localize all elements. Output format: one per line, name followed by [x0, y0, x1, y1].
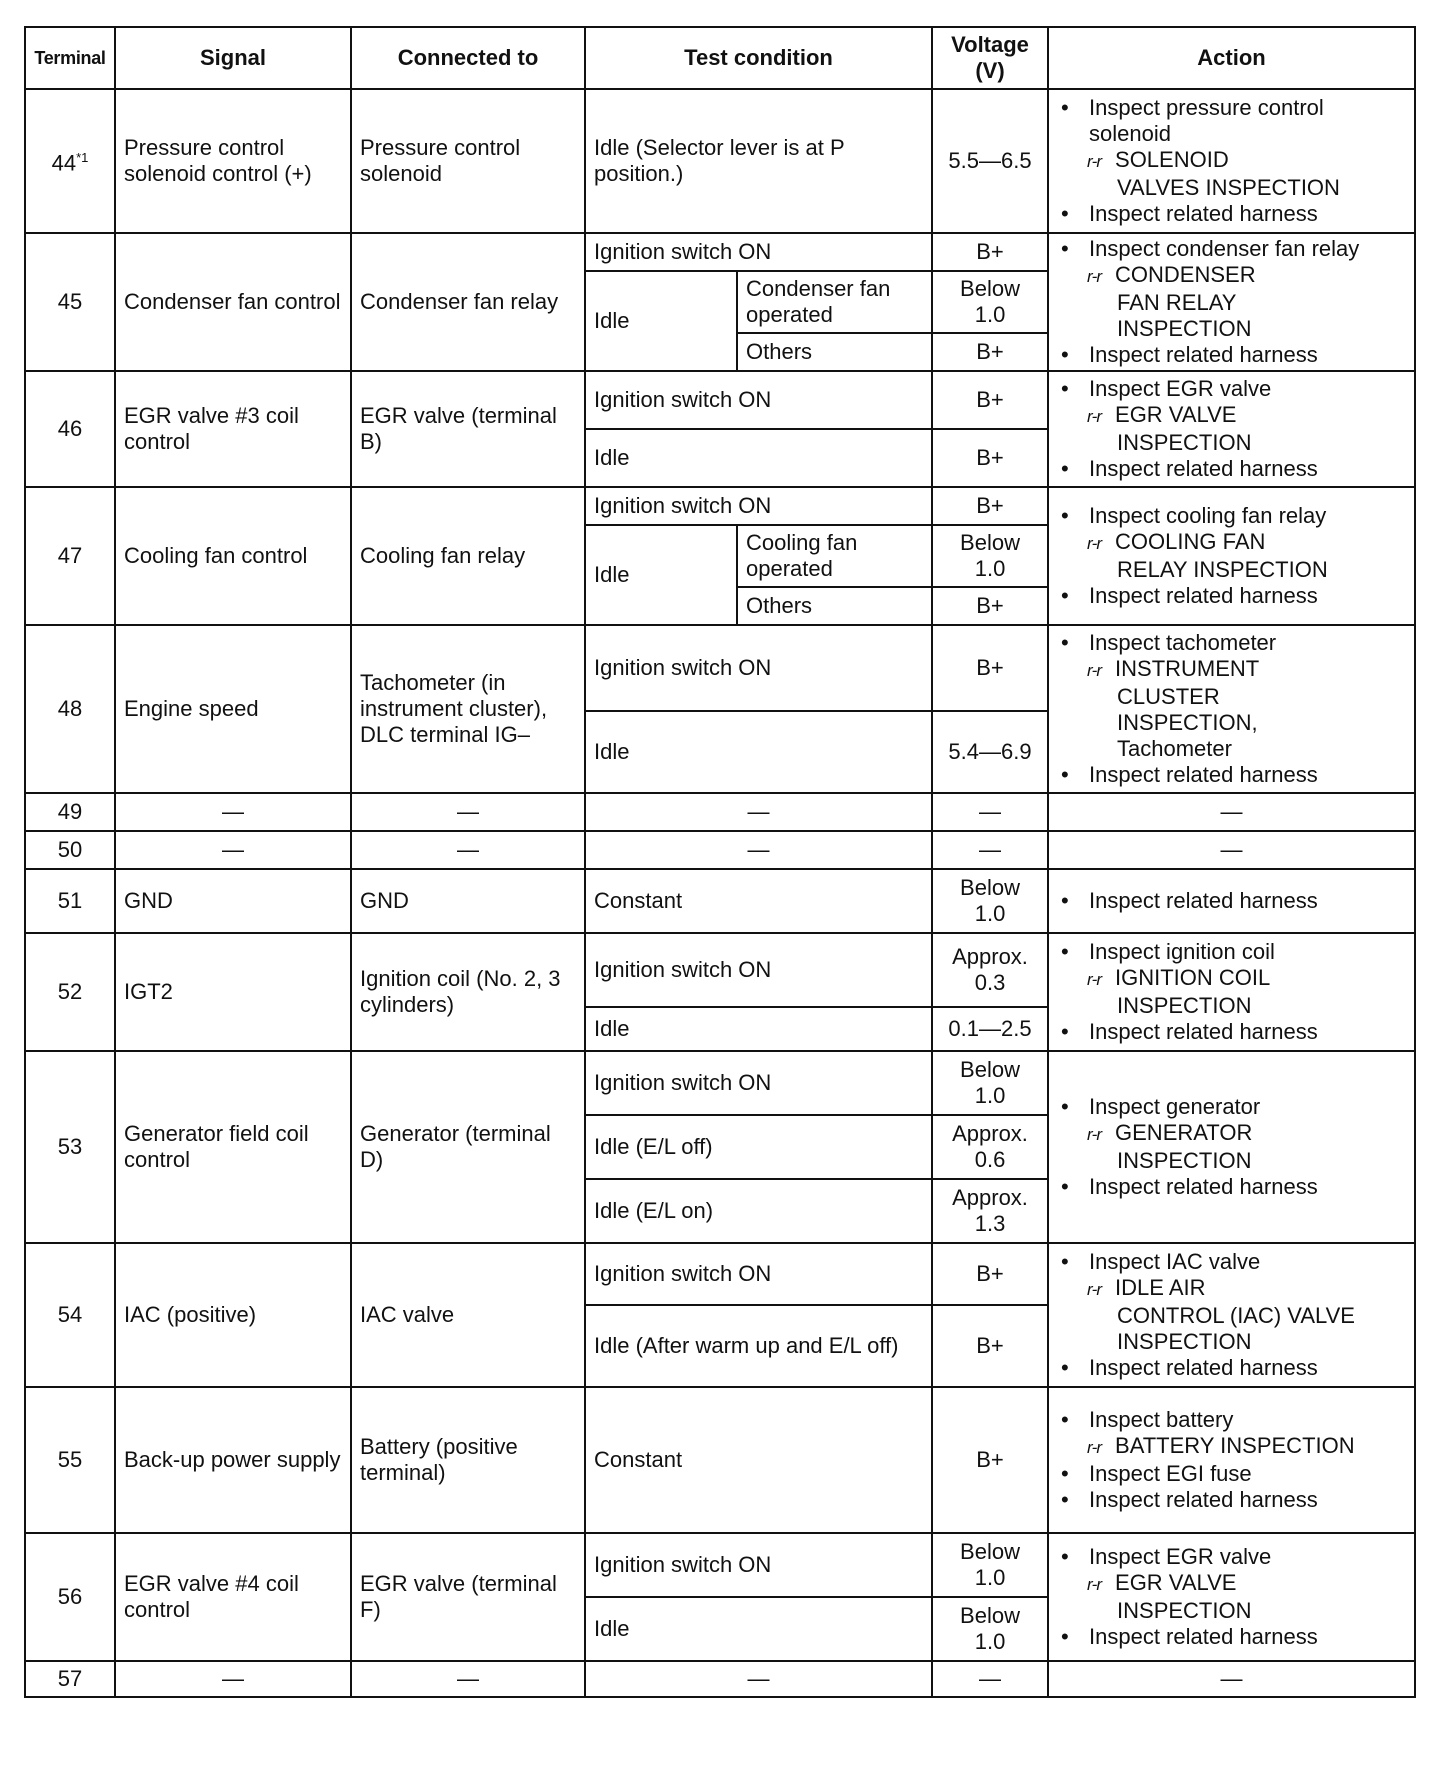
terminal-cell: 51 [25, 869, 115, 933]
reference-link-text: Tachometer [1117, 736, 1232, 761]
table-row [25, 233, 1415, 271]
reference-link-text: FAN RELAY [1117, 290, 1237, 315]
table-row [25, 1661, 1415, 1697]
reference-link-text: RELAY INSPECTION [1117, 557, 1328, 582]
voltage-cell: — [932, 831, 1048, 869]
table-row [25, 1387, 1415, 1533]
table-row [25, 371, 1415, 429]
signal-cell: IGT2 [115, 933, 351, 1051]
reference-link-text: INSPECTION [1117, 993, 1252, 1018]
signal-cell: EGR valve #3 coil control [115, 371, 351, 487]
signal-cell: Back-up power supply [115, 1387, 351, 1533]
action-item: • Inspect related harness [1057, 456, 1408, 482]
connected-cell: Tachometer (in instrument cluster), DLC terminal IG– [351, 625, 585, 793]
action-item: • Inspect related harness [1057, 1174, 1408, 1200]
condition-cell: Idle (E/L on) [585, 1179, 932, 1243]
connected-cell: — [351, 831, 585, 869]
condition-cell: Idle [585, 711, 932, 793]
voltage-cell: B+ [932, 1243, 1048, 1305]
action-item: • Inspect related harness [1057, 1624, 1408, 1650]
reference-link-text: CONTROL (IAC) VALVE [1117, 1303, 1355, 1328]
voltage-cell: B+ [932, 233, 1048, 271]
voltage-cell: Approx. 0.6 [932, 1115, 1048, 1179]
reference-link-text: INSPECTION [1117, 1148, 1252, 1173]
terminal-cell: 46 [25, 371, 115, 487]
header-action: Action [1048, 27, 1415, 89]
condition-cell: Ignition switch ON [585, 933, 932, 1007]
voltage-cell: Below 1.0 [932, 1051, 1048, 1115]
connected-cell: Generator (terminal D) [351, 1051, 585, 1243]
signal-cell: Condenser fan control [115, 233, 351, 371]
action-item: • Inspect EGI fuse [1057, 1461, 1408, 1487]
condition-cell: — [585, 1661, 932, 1697]
condition-cell: Idle [585, 271, 737, 371]
terminal-cell: 57 [25, 1661, 115, 1697]
voltage-cell: Below 1.0 [932, 525, 1048, 587]
signal-cell: IAC (positive) [115, 1243, 351, 1387]
reference-link: r‐r EGR VALVE [1057, 1570, 1408, 1598]
action-cell: — [1048, 793, 1415, 831]
table-row [25, 831, 1415, 869]
condition-cell: — [585, 831, 932, 869]
reference-link-text: CLUSTER [1117, 684, 1220, 709]
condition-cell: Constant [585, 1387, 932, 1533]
reference-arrow-icon: r‐r [1087, 534, 1101, 553]
condition-cell: Ignition switch ON [585, 1243, 932, 1305]
reference-link: r‐r EGR VALVE [1057, 402, 1408, 430]
reference-link-text: INSPECTION [1117, 1598, 1252, 1623]
voltage-cell: Approx. 0.3 [932, 933, 1048, 1007]
reference-arrow-icon: r‐r [1087, 1125, 1101, 1144]
voltage-cell: B+ [932, 371, 1048, 429]
reference-link: r‐r SOLENOID [1057, 147, 1408, 175]
condition-cell: Idle (After warm up and E/L off) [585, 1305, 932, 1387]
reference-link-text: INSPECTION [1117, 1329, 1252, 1354]
condition-cell: Idle (Selector lever is at P position.) [585, 89, 932, 233]
table-header-row [25, 27, 1415, 89]
table-row [25, 793, 1415, 831]
header-test-condition: Test condition [585, 27, 932, 89]
action-item: • Inspect related harness [1057, 583, 1408, 609]
terminal-cell: 47 [25, 487, 115, 625]
condition-cell: — [585, 793, 932, 831]
action-cell: — [1048, 1661, 1415, 1697]
action-cell [1048, 487, 1415, 625]
connected-cell: — [351, 1661, 585, 1697]
terminal-voltage-table [24, 26, 1416, 1698]
condition-cell: Idle [585, 525, 737, 625]
action-item: • Inspect EGR valve [1057, 1544, 1408, 1570]
condition-cell: Ignition switch ON [585, 487, 932, 525]
voltage-cell: B+ [932, 1387, 1048, 1533]
action-item: • Inspect battery [1057, 1407, 1408, 1433]
voltage-cell: B+ [932, 487, 1048, 525]
action-cell [1048, 1533, 1415, 1661]
reference-link: r‐r GENERATOR [1057, 1120, 1408, 1148]
action-item: • Inspect related harness [1057, 1487, 1408, 1513]
action-cell [1048, 625, 1415, 793]
signal-cell: — [115, 1661, 351, 1697]
action-item: • Inspect IAC valve [1057, 1249, 1408, 1275]
terminal-cell: 49 [25, 793, 115, 831]
voltage-cell: 5.4—6.9 [932, 711, 1048, 793]
connected-cell: EGR valve (terminal B) [351, 371, 585, 487]
subcondition-cell: Condenser fan operated [737, 271, 932, 333]
action-cell: — [1048, 831, 1415, 869]
action-cell [1048, 371, 1415, 487]
table-row [25, 625, 1415, 711]
connected-cell: Cooling fan relay [351, 487, 585, 625]
voltage-cell: 0.1—2.5 [932, 1007, 1048, 1051]
table-row [25, 1533, 1415, 1597]
condition-cell: Ignition switch ON [585, 371, 932, 429]
header-connected-to: Connected to [351, 27, 585, 89]
action-item: • Inspect EGR valve [1057, 376, 1408, 402]
voltage-cell: B+ [932, 625, 1048, 711]
subcondition-cell: Cooling fan operated [737, 525, 932, 587]
terminal-cell: 54 [25, 1243, 115, 1387]
reference-link: r‐r INSTRUMENT [1057, 656, 1408, 684]
signal-cell: — [115, 793, 351, 831]
action-cell [1048, 869, 1415, 933]
reference-link: r‐r BATTERY INSPECTION [1057, 1433, 1408, 1461]
signal-cell: — [115, 831, 351, 869]
condition-cell: Idle [585, 1597, 932, 1661]
voltage-cell: — [932, 1661, 1048, 1697]
action-item: • Inspect related harness [1057, 762, 1408, 788]
header-voltage: Voltage (V) [932, 27, 1048, 89]
voltage-cell: 5.5—6.5 [932, 89, 1048, 233]
voltage-cell: B+ [932, 1305, 1048, 1387]
action-item: • Inspect pressure control solenoid [1057, 95, 1408, 147]
action-cell [1048, 89, 1415, 233]
voltage-cell: B+ [932, 587, 1048, 625]
terminal-cell: 56 [25, 1533, 115, 1661]
reference-link-text: INSPECTION, [1117, 710, 1258, 735]
action-item: • Inspect condenser fan relay [1057, 236, 1408, 262]
connected-cell: EGR valve (terminal F) [351, 1533, 585, 1661]
voltage-cell: Below 1.0 [932, 1533, 1048, 1597]
table-row [25, 89, 1415, 233]
terminal-cell: 50 [25, 831, 115, 869]
action-cell [1048, 1243, 1415, 1387]
action-item: • Inspect ignition coil [1057, 939, 1408, 965]
action-cell [1048, 233, 1415, 371]
subcondition-cell: Others [737, 587, 932, 625]
condition-cell: Idle (E/L off) [585, 1115, 932, 1179]
signal-cell: EGR valve #4 coil control [115, 1533, 351, 1661]
table-row [25, 487, 1415, 525]
reference-arrow-icon: r‐r [1087, 661, 1101, 680]
condition-cell: Ignition switch ON [585, 625, 932, 711]
table-row [25, 933, 1415, 1007]
voltage-cell: B+ [932, 333, 1048, 371]
signal-cell: Cooling fan control [115, 487, 351, 625]
reference-link-text: VALVES INSPECTION [1117, 175, 1340, 200]
reference-arrow-icon: r‐r [1087, 1438, 1101, 1457]
action-item: • Inspect related harness [1057, 342, 1408, 368]
connected-cell: — [351, 793, 585, 831]
action-item: • Inspect related harness [1057, 1019, 1408, 1045]
terminal-cell: 44$^{*1}$ [25, 89, 115, 233]
connected-cell: Ignition coil (No. 2, 3 cylinders) [351, 933, 585, 1051]
action-item: • Inspect generator [1057, 1094, 1408, 1120]
reference-link: r‐r CONDENSER [1057, 262, 1408, 290]
signal-cell: Pressure control solenoid control (+) [115, 89, 351, 233]
reference-link-text: INSPECTION [1117, 430, 1252, 455]
terminal-cell: 55 [25, 1387, 115, 1533]
voltage-cell: — [932, 793, 1048, 831]
reference-arrow-icon: r‐r [1087, 970, 1101, 989]
signal-cell: Engine speed [115, 625, 351, 793]
reference-link-text: INSPECTION [1117, 316, 1252, 341]
condition-cell: Constant [585, 869, 932, 933]
reference-arrow-icon: r‐r [1087, 152, 1101, 171]
condition-cell: Idle [585, 429, 932, 487]
reference-arrow-icon: r‐r [1087, 1280, 1101, 1299]
header-terminal: Terminal [25, 27, 115, 89]
voltage-cell: Below 1.0 [932, 271, 1048, 333]
reference-arrow-icon: r‐r [1087, 267, 1101, 286]
header-signal: Signal [115, 27, 351, 89]
connected-cell: IAC valve [351, 1243, 585, 1387]
reference-link: r‐r COOLING FAN [1057, 529, 1408, 557]
connected-cell: Condenser fan relay [351, 233, 585, 371]
condition-cell: Ignition switch ON [585, 1533, 932, 1597]
condition-cell: Idle [585, 1007, 932, 1051]
table-row [25, 1243, 1415, 1305]
condition-cell: Ignition switch ON [585, 1051, 932, 1115]
voltage-cell: Approx. 1.3 [932, 1179, 1048, 1243]
table-row [25, 1051, 1415, 1115]
connected-cell: Battery (positive terminal) [351, 1387, 585, 1533]
signal-cell: Generator field coil control [115, 1051, 351, 1243]
connected-cell: GND [351, 869, 585, 933]
terminal-cell: 48 [25, 625, 115, 793]
reference-arrow-icon: r‐r [1087, 407, 1101, 426]
signal-cell: GND [115, 869, 351, 933]
action-cell [1048, 933, 1415, 1051]
action-item: • Inspect related harness [1057, 201, 1408, 227]
terminal-cell: 53 [25, 1051, 115, 1243]
terminal-voltage-table-page [24, 26, 1414, 1698]
reference-link: r‐r IDLE AIR [1057, 1275, 1408, 1303]
condition-cell: Ignition switch ON [585, 233, 932, 271]
voltage-cell: B+ [932, 429, 1048, 487]
action-item: • Inspect tachometer [1057, 630, 1408, 656]
terminal-cell: 52 [25, 933, 115, 1051]
reference-link: r‐r IGNITION COIL [1057, 965, 1408, 993]
terminal-cell: 45 [25, 233, 115, 371]
table-row [25, 869, 1415, 933]
action-cell [1048, 1387, 1415, 1533]
action-item: • Inspect related harness [1057, 888, 1408, 914]
reference-arrow-icon: r‐r [1087, 1575, 1101, 1594]
connected-cell: Pressure control solenoid [351, 89, 585, 233]
action-item: • Inspect cooling fan relay [1057, 503, 1408, 529]
voltage-cell: Below 1.0 [932, 869, 1048, 933]
action-cell [1048, 1051, 1415, 1243]
action-item: • Inspect related harness [1057, 1355, 1408, 1381]
subcondition-cell: Others [737, 333, 932, 371]
voltage-cell: Below 1.0 [932, 1597, 1048, 1661]
